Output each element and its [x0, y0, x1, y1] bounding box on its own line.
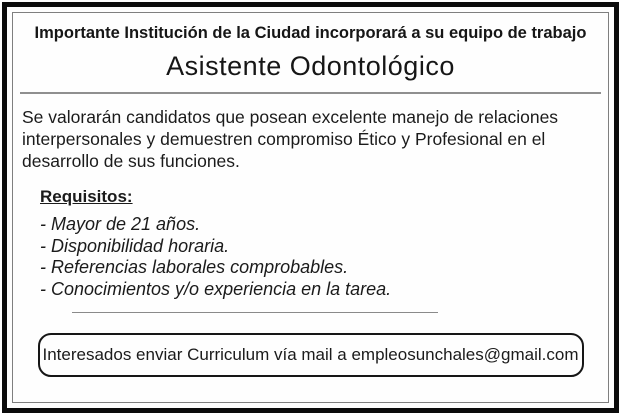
requirement-item: - Referencias laborales comprobables.	[40, 257, 349, 277]
contact-box	[38, 333, 584, 377]
ad-header-line: Importante Institución de la Ciudad incorporará a su equipo de trabajo	[34, 24, 587, 42]
requirement-item: - Disponibilidad horaria.	[40, 235, 230, 256]
divider-top	[20, 92, 601, 94]
ad-description: Se valorarán candidatos que posean excelente manejo de relaciones interpersonales y demuestren compromiso Ético y Profesional en el desarrollo de sus funciones.	[22, 107, 559, 171]
requirements-heading: Requisitos:	[40, 187, 133, 206]
contact-text: Interesados enviar Curriculum vía mail a empleosunchales@gmail.com	[42, 345, 579, 364]
requirement-item: - Conocimientos y/o experiencia en la tarea.	[40, 278, 392, 299]
divider-bottom	[72, 312, 438, 313]
requirements-list	[40, 214, 608, 300]
poster-frame	[2, 2, 619, 413]
requirement-item: - Mayor de 21 años.	[40, 214, 201, 234]
poster-paper	[7, 7, 614, 408]
poster-inner-border	[12, 12, 609, 403]
job-title: Asistente Odontológico	[166, 51, 455, 81]
